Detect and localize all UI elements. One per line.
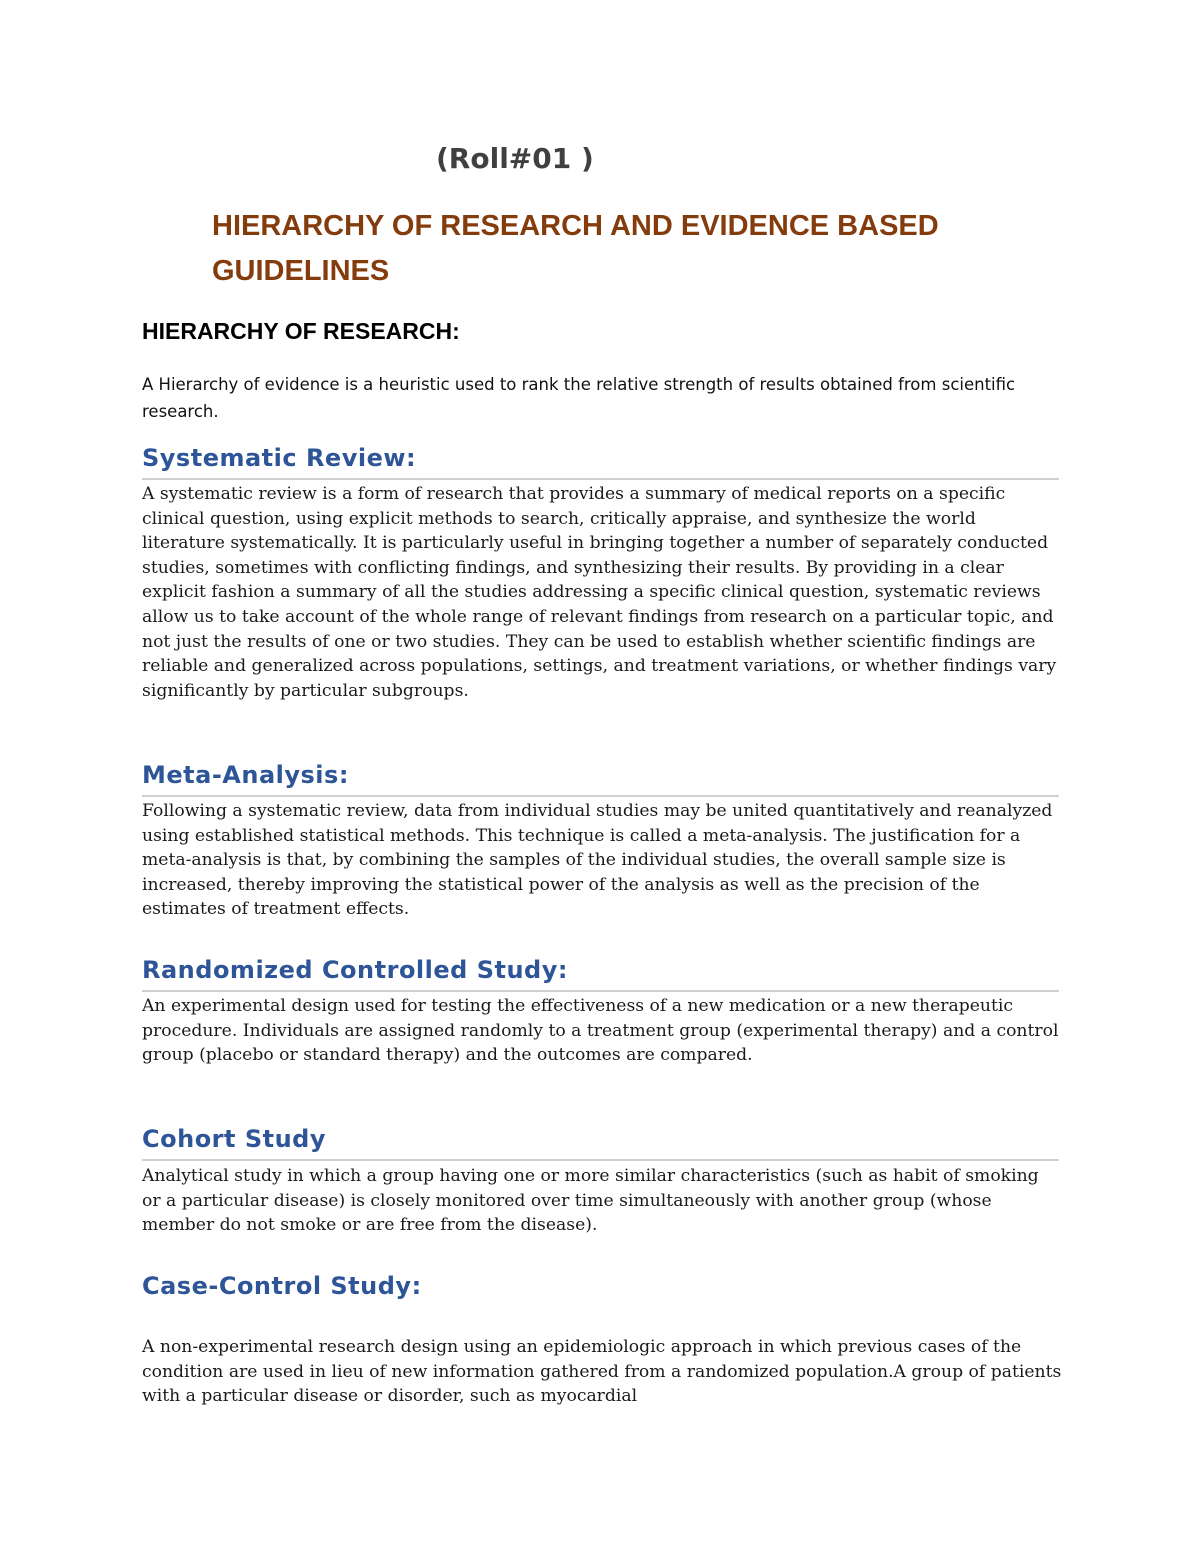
section-title-case-control-study: Case-Control Study: — [142, 1272, 422, 1300]
section-body-systematic-review: A systematic review is a form of research that provides a summary of medical reports on a specific clinical question, using explicit methods to search, critically appraise, and synthesize the world literature systematically. It is particularly useful in bringing together a number of separately conducted studies, sometimes with conflicting findings, and synthesizing their results. By providing in a clear explicit fashion a summary of all the studies addressing a specific clinical question, systematic reviews allow us to take account of the whole range of relevant findings from research on a particular topic, and not just the results of one or two studies. They can be used to establish whether scientific findings are reliable and generalized across populations, settings, and treatment variations, or whether findings vary significantly by particular subgroups. — [142, 484, 1057, 701]
roll-number: (Roll#01 ) — [436, 142, 594, 175]
section-title-randomized-controlled-study: Randomized Controlled Study: — [142, 956, 568, 984]
hierarchy-heading: HIERARCHY OF RESEARCH: — [142, 318, 460, 344]
section-body-meta-analysis: Following a systematic review, data from individual studies may be united quantitatively and reanalyzed using established statistical methods. This technique is called a meta-analysis. The justification for a meta-analysis is that, by combining the samples of the individual studies, the overall sample size is increased, thereby improving the statistical power of the analysis as well as the precision of the estimates of treatment effects. — [142, 801, 1053, 920]
section-divider — [142, 990, 1059, 992]
section-body-case-control-study: A non-experimental research design using an epidemiologic approach in which previous cases of the condition are used in lieu of new information gathered from a randomized population.A group of patients with a particular disease or disorder, such as myocardial — [142, 1337, 1062, 1407]
section-body-randomized-controlled-study: An experimental design used for testing the effectiveness of a new medication or a new therapeutic procedure. Individuals are assigned randomly to a treatment group (experimental therapy) and a control group (placebo or standard therapy) and the outcomes are compared. — [142, 996, 1059, 1066]
section-title-meta-analysis: Meta-Analysis: — [142, 761, 349, 789]
intro-paragraph: A Hierarchy of evidence is a heuristic used to rank the relative strength of results obtained from scientific research. — [142, 375, 1016, 421]
section-divider — [142, 478, 1059, 480]
section-title-systematic-review: Systematic Review: — [142, 444, 417, 472]
document-title: HIERARCHY OF RESEARCH AND EVIDENCE BASED GUIDELINES — [212, 210, 939, 287]
section-divider — [142, 795, 1059, 797]
section-divider — [142, 1159, 1059, 1161]
section-body-cohort-study: Analytical study in which a group having one or more similar characteristics (such as habit of smoking or a particular disease) is closely monitored over time simultaneously with another group (whose member do not smoke or are free from the disease). — [142, 1166, 1039, 1236]
section-title-cohort-study: Cohort Study — [142, 1125, 327, 1153]
